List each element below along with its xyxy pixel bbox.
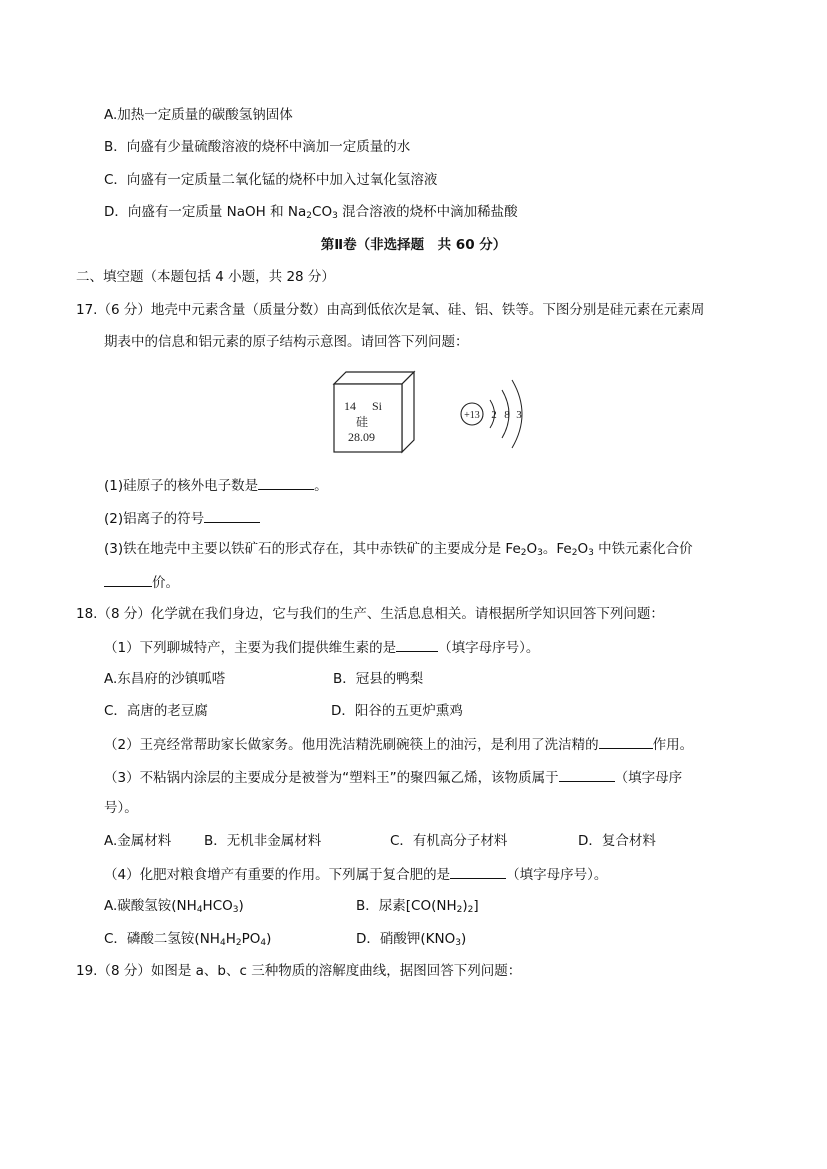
shell-1-electrons: 2 [491, 409, 497, 421]
q17-sub1: (1)硅原子的核外电子数是 。 [104, 475, 328, 495]
q17-sub2: (2)铝离子的符号 [104, 508, 260, 528]
q18-sub3-cont: 号）。 [104, 800, 138, 816]
q19-stem: 19.（8 分）如图是 a、b、c 三种物质的溶解度曲线，据图回答下列问题： [76, 963, 522, 979]
answer-blank[interactable] [599, 734, 653, 749]
q18-s1-option-a: A.东昌府的沙镇呱嗒 [104, 671, 226, 687]
q17-sub3: (3)铁在地壳中主要以铁矿石的形式存在，其中赤铁矿的主要成分是 $Fe_2O_3$。$Fe_2O_3$ 中铁元素化合价 [104, 541, 693, 558]
q18-s3-option-b: B．无机非金属材料 [204, 833, 322, 849]
answer-blank[interactable] [450, 864, 506, 879]
option-d: D．向盛有一定质量 NaOH 和 $Na_2CO_3$ 混合溶液的烧杯中滴加稀盐酸 [104, 204, 518, 221]
option-c: C．向盛有一定质量二氧化锰的烧杯中加入过氧化氢溶液 [104, 172, 438, 188]
nucleus-charge: +13 [464, 410, 480, 421]
option-a: A.加热一定质量的碳酸氢钠固体 [104, 107, 293, 123]
q17-figure [330, 368, 530, 458]
answer-blank[interactable] [204, 508, 260, 523]
shell-3-electrons: 3 [516, 409, 522, 421]
q18-s4-option-c: C．磷酸二氢铵$(NH_4H_2PO_4)$ [104, 931, 272, 948]
option-b: B．向盛有少量硫酸溶液的烧杯中滴加一定质量的水 [104, 139, 411, 155]
q18-s3-option-a: A.金属材料 [104, 833, 172, 849]
q18-s4-option-d: D．硝酸钾$(KNO_3)$ [356, 931, 467, 948]
q18-s4-option-b: B．尿素$[CO(NH_2)_2]$ [356, 898, 479, 915]
q18-sub2: （2）王亮经常帮助家长做家务。他用洗洁精洗刷碗筷上的油污，是利用了洗洁精的 作用。 [104, 734, 693, 754]
q18-s1-option-c: C．高唐的老豆腐 [104, 703, 208, 719]
q18-sub4: （4）化肥对粮食增产有重要的作用。下列属于复合肥的是 （填字母序号）。 [104, 864, 607, 884]
q18-s4-option-a: A.碳酸氢铵$(NH_4HCO_3)$ [104, 898, 244, 915]
q18-s1-option-b: B．冠县的鸭梨 [333, 671, 424, 687]
answer-blank[interactable] [104, 572, 152, 587]
q17-sub3-cont: 价。 [104, 572, 179, 592]
part2-title: 第Ⅱ卷（非选择题 共 60 分） [320, 237, 507, 253]
q18-s3-option-c: C．有机高分子材料 [390, 833, 508, 849]
q17-stem: 17.（6 分）地壳中元素含量（质量分数）由高到低依次是氧、硅、铝、铁等。下图分别是硅元素在元素周 [76, 302, 705, 318]
si-name: 硅 [356, 415, 369, 429]
answer-blank[interactable] [258, 475, 314, 490]
q18-sub1: （1）下列聊城特产，主要为我们提供维生素的是 （填字母序号）。 [104, 637, 539, 657]
q18-s3-option-d: D．复合材料 [578, 833, 656, 849]
q17-stem-cont: 期表中的信息和铝元素的原子结构示意图。请回答下列问题： [104, 334, 469, 350]
answer-blank[interactable] [396, 637, 438, 652]
silicon-element-card [334, 372, 414, 452]
si-symbol: Si [372, 399, 383, 413]
answer-blank[interactable] [559, 767, 615, 782]
shell-2-electrons: 8 [504, 409, 510, 421]
section2-heading: 二、填空题（本题包括 4 小题，共 28 分） [76, 269, 335, 285]
q18-stem: 18.（8 分）化学就在我们身边，它与我们的生产、生活息息相关。请根据所学知识回答下列问题： [76, 606, 664, 622]
q18-sub3: （3）不粘锅内涂层的主要成分是被誉为“塑料王”的聚四氟乙烯，该物质属于 （填字母序 [104, 767, 682, 787]
si-mass: 28.09 [348, 430, 375, 444]
q18-s1-option-d: D．阳谷的五更炉熏鸡 [331, 703, 463, 719]
aluminum-atom-diagram [461, 380, 522, 448]
si-atomic-number: 14 [344, 399, 356, 413]
